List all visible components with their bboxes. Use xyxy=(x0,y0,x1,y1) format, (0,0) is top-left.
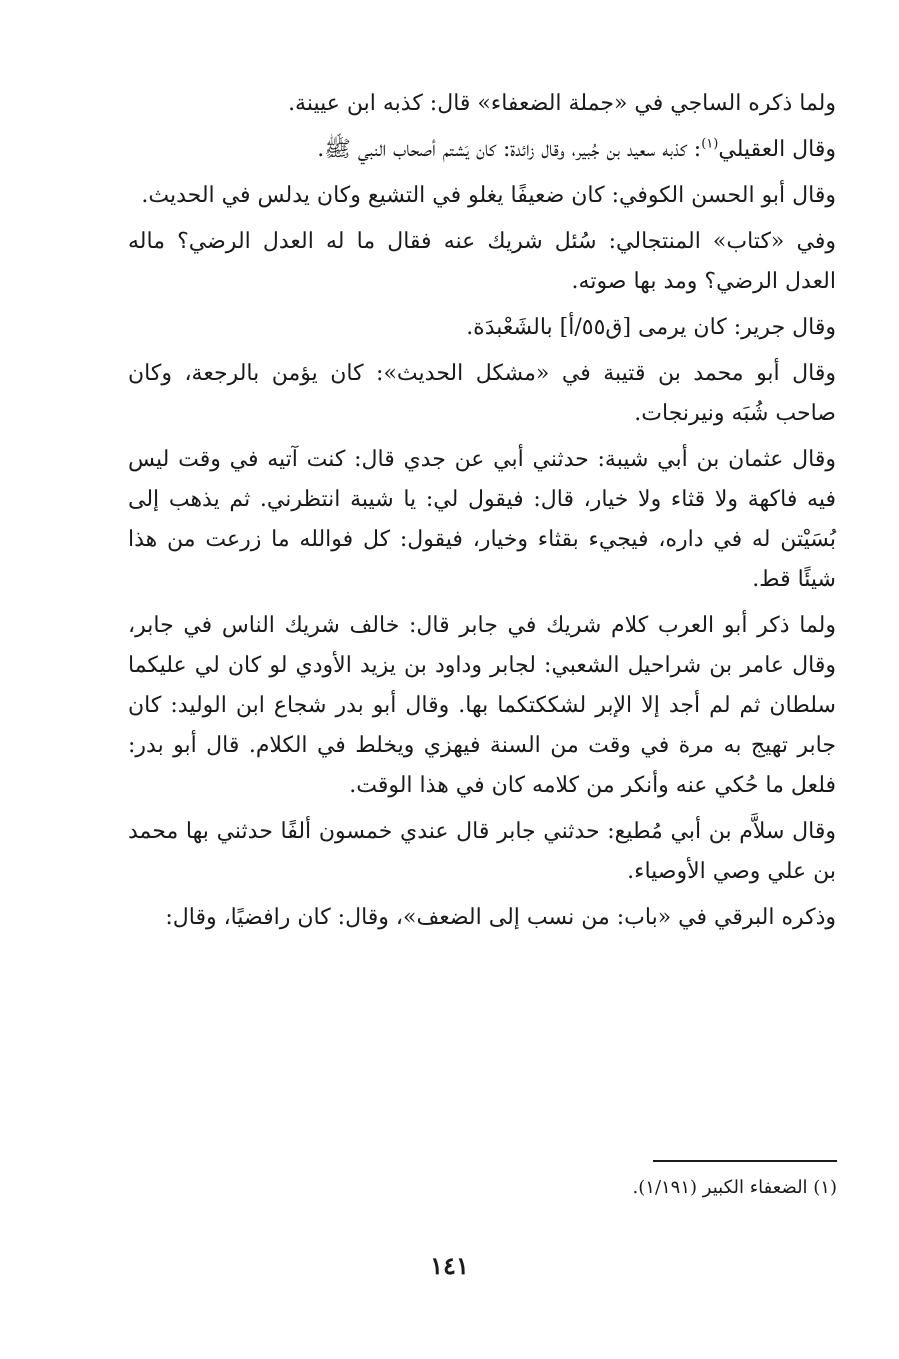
paragraph-7: وقال عثمان بن أبي شيبة: حدثني أبي عن جدي قال: كنت آتيه في وقت ليس فيه فاكهة ولا قثاء ولا خيار، قال: فيقول لي: يا شيبة انتظرني. ثم يذهب إلى بُسَيْتن له في داره، فيجيء بقثاء وخيار، فيقول: كل فوالله ما زرعت من هذا شيئًا قط. xyxy=(128,447,836,592)
paragraph-1: ولما ذكره الساجي في «جملة الضعفاء» قال: كذبه ابن عيينة. xyxy=(288,91,836,116)
footnote: (١) الضعفاء الكبير (١/١٩١). xyxy=(632,1177,837,1198)
footnote-separator xyxy=(653,1160,837,1162)
paragraph-6: وقال أبو محمد بن قتيبة في «مشكل الحديث»: كان يؤمن بالرجعة، وكان صاحب شُبَه ونيرنجات. xyxy=(128,361,836,426)
footnote-marker[interactable]: (١) xyxy=(701,136,719,152)
paragraph-8: ولما ذكر أبو العرب كلام شريك في جابر قال: خالف شريك الناس في جابر، وقال عامر بن شراحيل الشعبي: لجابر وداود بن يزيد الأودي لو كان لي عليكما سلطان ثم لم أجد إلا الإبر لشككتكما بها. وقال أبو بدر شجاع ابن الوليد: كان جابر تهيج به مرة في وقت من السنة فيهزي ويخلط في الكلام. قال أبو بدر: فلعل ما حُكي عنه وأنكر من كلامه كان في هذا الوقت. xyxy=(128,613,836,798)
paragraph-2-rest: : كذبه سعيد بن جُبير، وقال زائدة: كان يَشتم أصحاب النبي ﷺ. xyxy=(317,137,702,162)
paragraph-2 xyxy=(128,130,836,170)
page-body xyxy=(128,84,836,944)
paragraph-2-start: وقال العقيلي xyxy=(718,137,836,162)
paragraph-10: وذكره البرقي في «باب: من نسب إلى الضعف»، وقال: كان رافضيًا، وقال: xyxy=(165,905,836,930)
page-number: ١٤١ xyxy=(430,1251,469,1280)
paragraph-9: وقال سلاَّم بن أبي مُطيع: حدثني جابر قال عندي خمسون ألفًا حدثني بها محمد بن علي وصي الأوصياء. xyxy=(128,819,836,884)
paragraph-5: وقال جرير: كان يرمى [ق٥٥/أ] بالشَعْبدَة. xyxy=(466,315,836,340)
paragraph-4: وفي «كتاب» المنتجالي: سُئل شريك عنه فقال ما له العدل الرضي؟ ماله العدل الرضي؟ ومد بها صوته. xyxy=(128,229,836,294)
paragraph-3: وقال أبو الحسن الكوفي: كان ضعيفًا يغلو في التشيع وكان يدلس في الحديث. xyxy=(141,183,836,208)
